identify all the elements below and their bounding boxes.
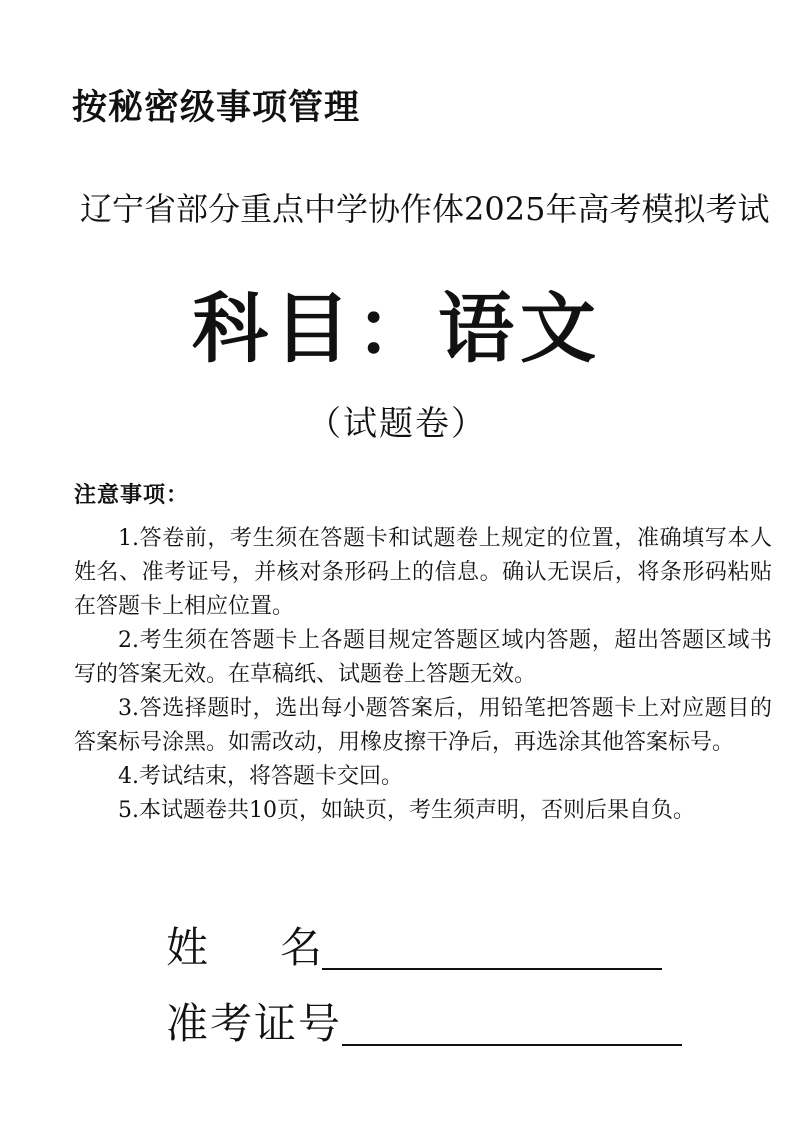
notice-item: 5.本试题卷共10页，如缺页，考生须声明，否则后果自负。 bbox=[118, 798, 695, 823]
notice-item: 3.答选择题时，选出每小题答案后，用铅笔把答题卡上对应题目的答案标号涂黑。如需改动，用橡皮擦干净后，再选涂其他答案标号。 bbox=[74, 696, 772, 755]
exam-title: 辽宁省部分重点中学协作体2025年高考模拟考试 bbox=[80, 190, 770, 228]
subject-title: 科目：语文 bbox=[192, 284, 602, 373]
notice-item: 4.考试结束，将答题卡交回。 bbox=[118, 764, 403, 789]
paper-type-label: （试题卷） bbox=[307, 404, 487, 444]
notice-item: 2.考生须在答题卡上各题目规定答题区域内答题，超出答题区域书写的答案无效。在草稿纸、试题卷上答题无效。 bbox=[74, 628, 772, 687]
exam-number-label: 准考证号 bbox=[166, 999, 343, 1048]
notice-item: 1.答卷前，考生须在答题卡和试题卷上规定的位置，准确填写本人姓名、准考证号，并核对条形码上的信息。确认无误后，将条形码粘贴在答题卡上相应位置。 bbox=[74, 526, 772, 619]
name-label: 姓名 bbox=[166, 923, 395, 972]
name-blank-line[interactable] bbox=[322, 968, 662, 970]
exam-number-blank-line[interactable] bbox=[342, 1044, 682, 1046]
notice-heading: 注意事项： bbox=[74, 483, 190, 508]
exam-number-field[interactable] bbox=[166, 990, 682, 1050]
notice-list bbox=[74, 522, 772, 828]
name-field[interactable] bbox=[166, 914, 662, 974]
secrecy-label: 按秘密级事项管理 bbox=[72, 88, 361, 128]
